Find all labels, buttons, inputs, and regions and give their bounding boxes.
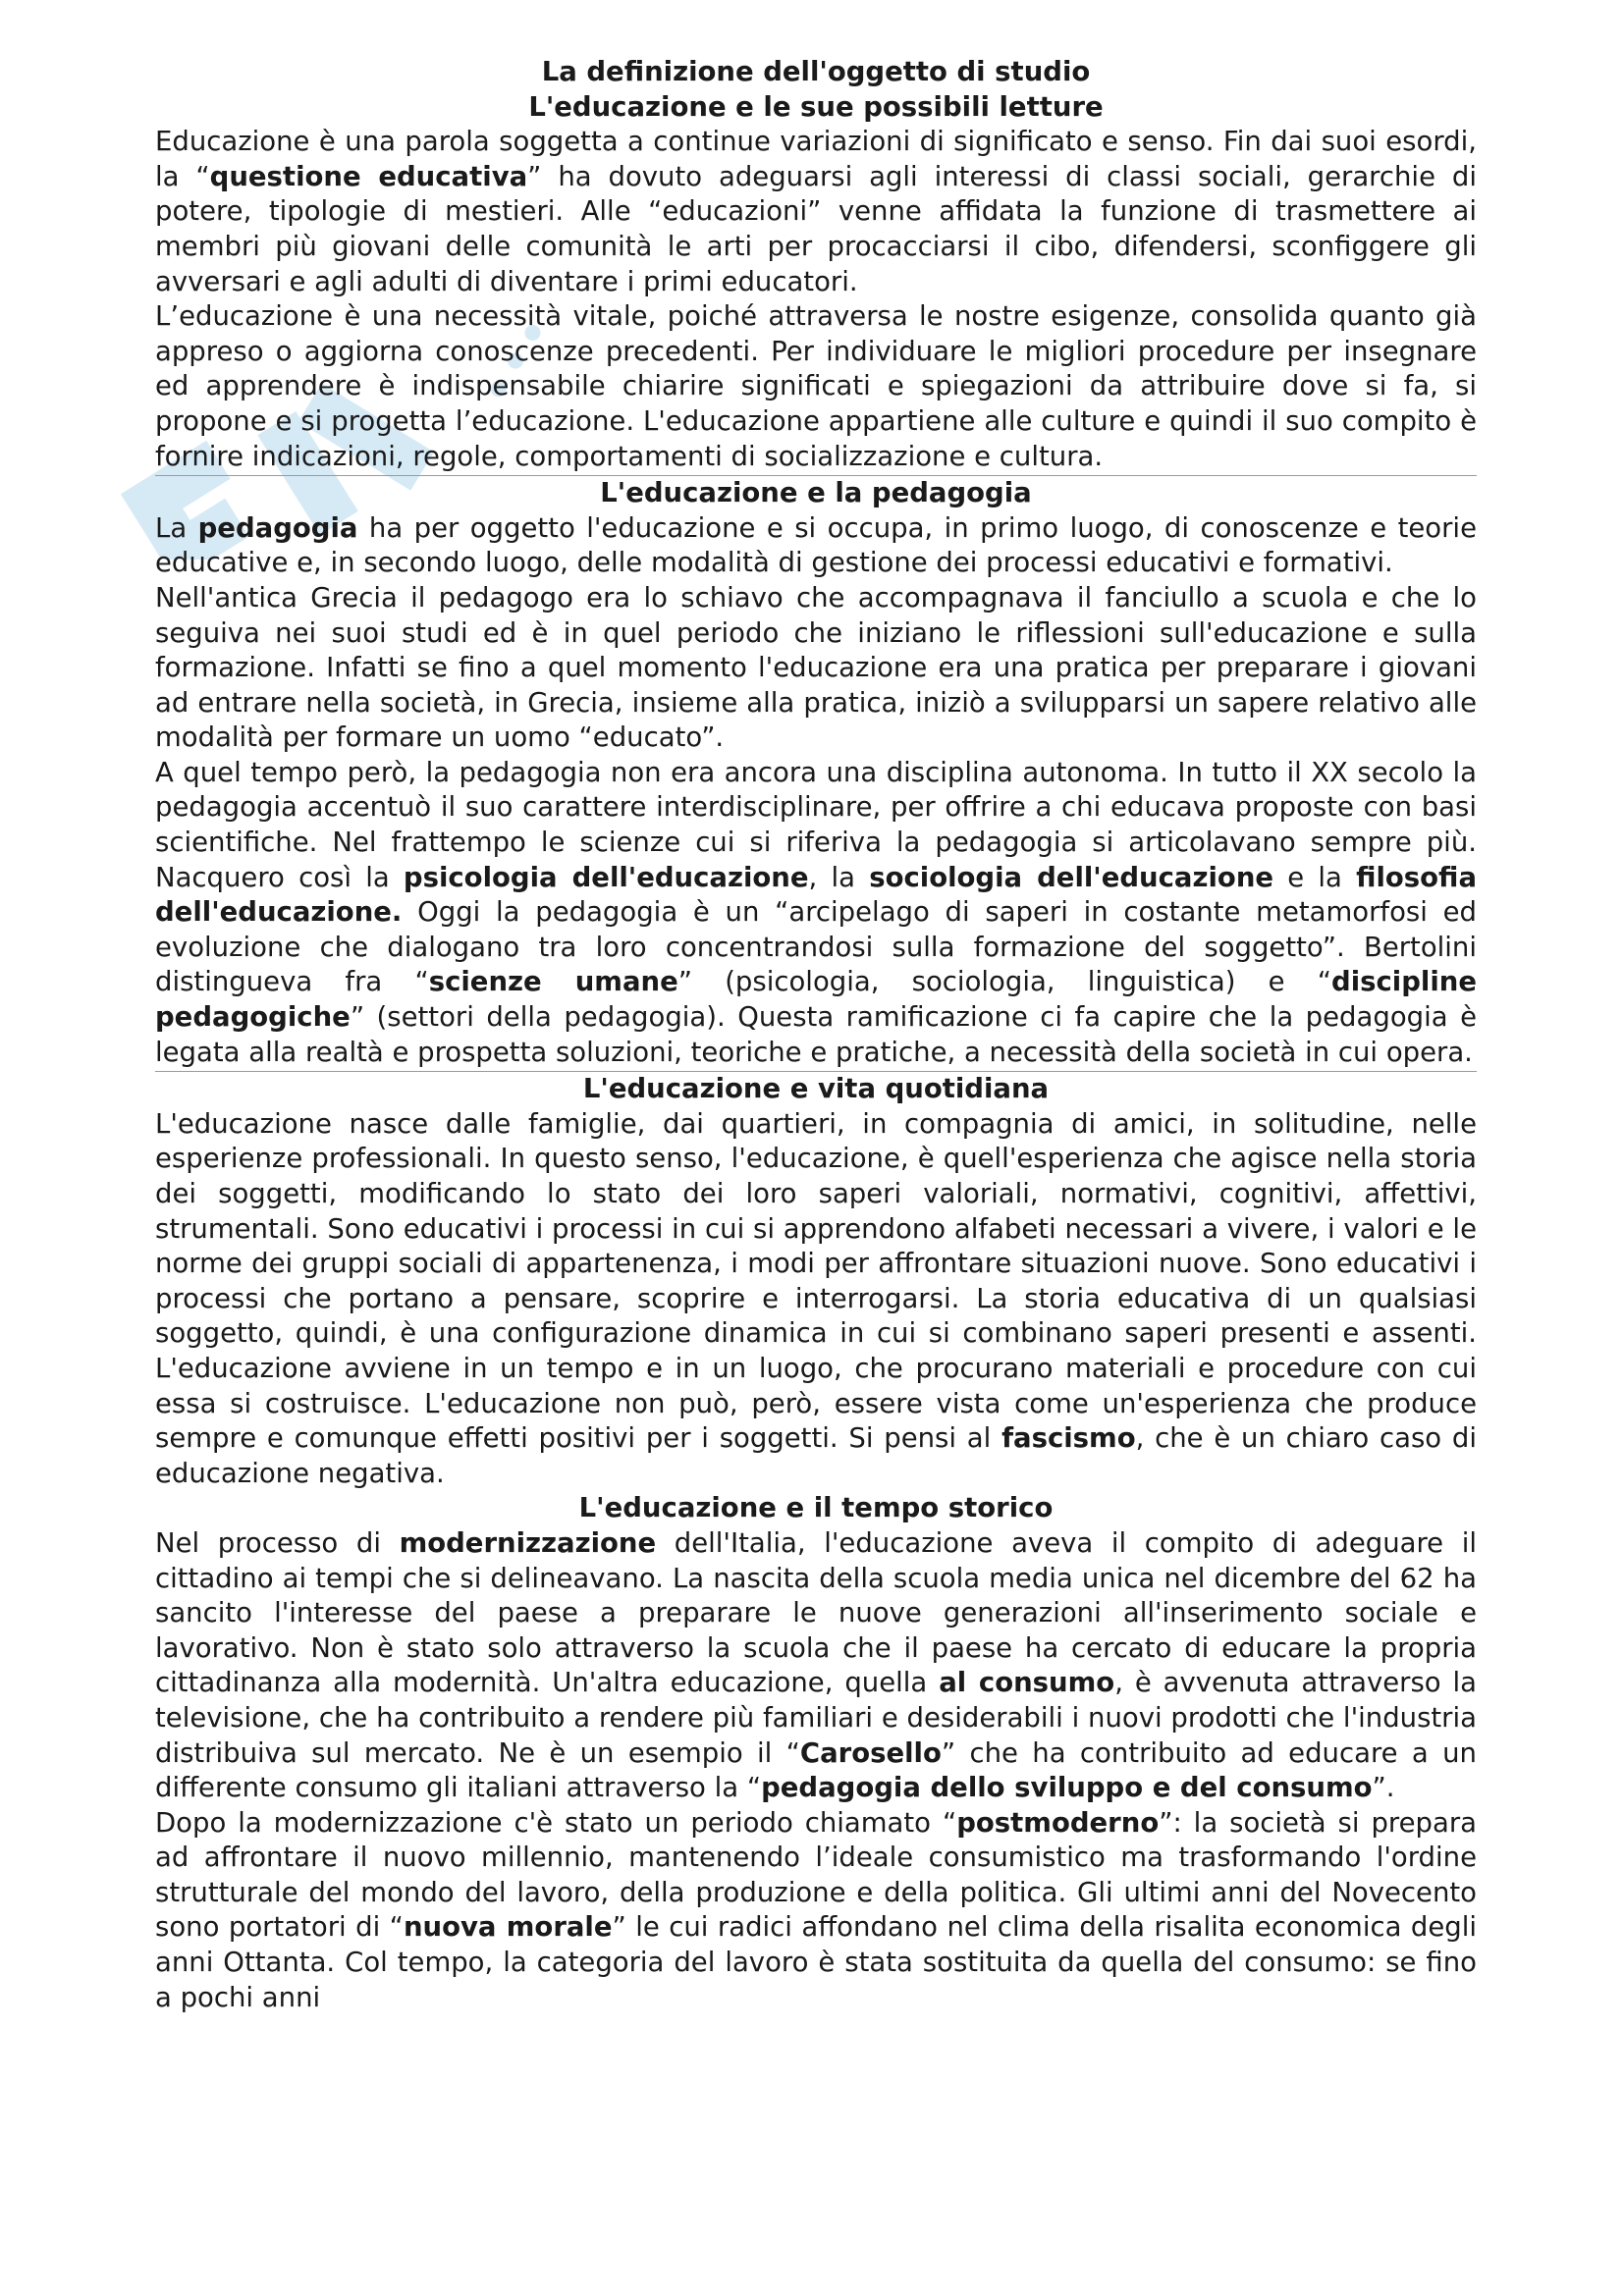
text-run: ” (settori della pedagogia). Questa ramificazione ci fa capire che la pedagogia è legata alla realtà e prospetta soluzioni, teoriche e pratiche, a necessità della società in cui opera. [155,1001,1477,1068]
text-run: , la [808,861,870,893]
body-paragraph [155,756,1477,1070]
body-paragraph [155,1526,1477,1806]
bold-term: psicologia dell'educazione [403,861,809,893]
text-run: , è avvenuta attraverso la televisione, che ha contribuito a rendere più familiari e desiderabili i nuovi prodotti che l'industria distribuiva sul mercato. Ne è un esempio il “ [155,1667,1477,1769]
bold-term: filosofia dell'educazione. [155,861,1477,929]
section-heading: L'educazione e la pedagogia [600,477,1032,509]
document-title: La definizione dell'oggetto di studio [541,56,1091,87]
bold-term: discipline pedagogiche [155,966,1477,1034]
bold-term: modernizzazione [399,1526,657,1559]
text-run: ” ha dovuto adeguarsi agli interessi di classi sociali, gerarchie di potere, tipologie di mestieri. Alle “educazioni” venne affidata la funzione di trasmettere ai membri più giovani delle comunità le arti per procacciarsi il cibo, difendersi, sconfiggere gli avversari e agli adulti di diventare i primi educatori. [155,160,1477,297]
text-run: Educazione è una parola soggetta a continue variazioni di significato e senso. Fin dai suoi esordi, la “ [155,126,1477,192]
bold-term: pedagogia dello sviluppo e del consumo [761,1772,1373,1804]
bold-term: Carosello [799,1736,942,1769]
text-run: L'educazione nasce dalle famiglie, dai quartieri, in compagnia di amici, in solitudine, nelle esperienze professionali. In questo senso, l'educazione, è quell'esperienza che agisce nella storia dei soggetti, modificando lo stato dei loro saperi valoriali, normativi, cognitivi, affettivi, strumentali. Sono educativi i processi in cui si apprendono alfabeti necessari a vivere, i valori e le norme dei gruppi sociali di appartenenza, i modi per affrontare situazioni nuove. Sono educativi i processi che portano a pensare, scoprire e interrogarsi. La storia educativa di un qualsiasi soggetto, quindi, è una configurazione dinamica in cui si combinano saperi presenti e assenti. L'educazione avviene in un tempo e in un luogo, che procurano materiali e procedure con cui essa si costruisce. L'educazione non può, però, essere vista come un'esperienza che produce sempre e comunque effetti positivi per i soggetti. Si pensi al [155,1107,1477,1455]
text-run: ” che ha contribuito ad educare a un differente consumo gli italiani attraverso la “ [155,1736,1477,1804]
text-run: ha per oggetto l'educazione e si occupa, in primo luogo, di conoscenze e teorie educative e, in secondo luogo, delle modalità di gestione dei processi educativi e formativi. [155,511,1477,579]
document-page [155,55,1477,2015]
text-run: dell'Italia, l'educazione aveva il compito di adeguare il cittadino ai tempi che si delineavano. La nascita della scuola media unica nel dicembre del 62 ha sancito l'interesse del paese a preparare le nuove generazioni all'inserimento sociale e lavorativo. Non è stato solo attraverso la scuola che il paese ha cercato di educare la propria cittadinanza alla modernità. Un'altra educazione, quella [155,1526,1477,1699]
text-run: Dopo la modernizzazione c'è stato un periodo chiamato “ [155,1806,957,1839]
text-run: ”: la società si prepara ad affrontare il nuovo millennio, mantenendo l’ideale consumistico ma trasformando l'ordine strutturale del mondo del lavoro, della produzione e della politica. Gli ultimi anni del Novecento sono portatori di “ [155,1806,1477,1944]
text-run: ” (psicologia, sociologia, linguistica) e “ [677,966,1332,998]
text-run: La [155,511,198,544]
bold-term: fascismo [1001,1422,1136,1455]
text-run: e la [1273,861,1357,893]
bold-term: nuova morale [403,1911,613,1944]
body-paragraph [155,1806,1477,2016]
section-heading: L'educazione e vita quotidiana [582,1073,1050,1105]
body-paragraph [155,1107,1477,1492]
bold-term: al consumo [939,1667,1115,1699]
section-heading: L'educazione e il tempo storico [578,1492,1054,1524]
body-paragraph [155,511,1477,581]
text-run: Nell'antica Grecia il pedagogo era lo schiavo che accompagnava il fanciullo a scuola e che lo seguiva nei suoi studi ed è in quel periodo che iniziano le riflessioni sull'educazione e sulla formazione. Infatti se fino a quel momento l'educazione era una pratica per preparare i giovani ad entrare nella società, in Grecia, insieme alla pratica, iniziò a svilupparsi un sapere relativo alle modalità per formare un uomo “educato”. [155,581,1477,754]
bold-term: scienze umane [428,966,678,998]
body-paragraph [155,581,1477,756]
text-run: ”. [1372,1772,1395,1804]
body-paragraph [155,125,1477,299]
bold-term: postmoderno [956,1806,1160,1839]
bold-term: questione educativa [209,160,528,192]
text-run: A quel tempo però, la pedagogia non era ancora una disciplina autonoma. In tutto il XX secolo la pedagogia accentuò il suo carattere interdisciplinare, per offrire a chi educava proposte con basi scientifiche. Nel frattempo le scienze cui si riferiva la pedagogia si articolavano sempre più. Nacquero così la [155,756,1477,893]
bold-term: sociologia dell'educazione [869,861,1274,893]
text-run: , che è un chiaro caso di educazione negativa. [155,1422,1477,1489]
text-run: Nel processo di [155,1526,400,1559]
bold-term: pedagogia [197,511,358,544]
text-run: L’educazione è una necessità vitale, poiché attraversa le nostre esigenze, consolida quanto già appreso o aggiorna conoscenze precedenti. Per individuare le migliori procedure per insegnare ed apprendere è indispensabile chiarire significati e spiegazioni da attribuire dove si fa, si propone e si progetta l’educazione. L'educazione appartiene alle culture e quindi il suo compito è fornire indicazioni, regole, comportamenti di socializzazione e cultura. [155,300,1477,472]
text-run: ” le cui radici affondano nel clima della risalita economica degli anni Ottanta. Col tempo, la categoria del lavoro è stata sostituita da quella del consumo: se fino a pochi anni [155,1911,1478,2013]
body-paragraph [155,299,1477,474]
section-heading: L'educazione e le sue possibili letture [528,90,1104,123]
text-run: Oggi la pedagogia è un “arcipelago di saperi in costante metamorfosi ed evoluzione che dialogano tra loro concentrandosi sulla formazione del soggetto”. Bertolini distingueva fra “ [155,896,1477,998]
